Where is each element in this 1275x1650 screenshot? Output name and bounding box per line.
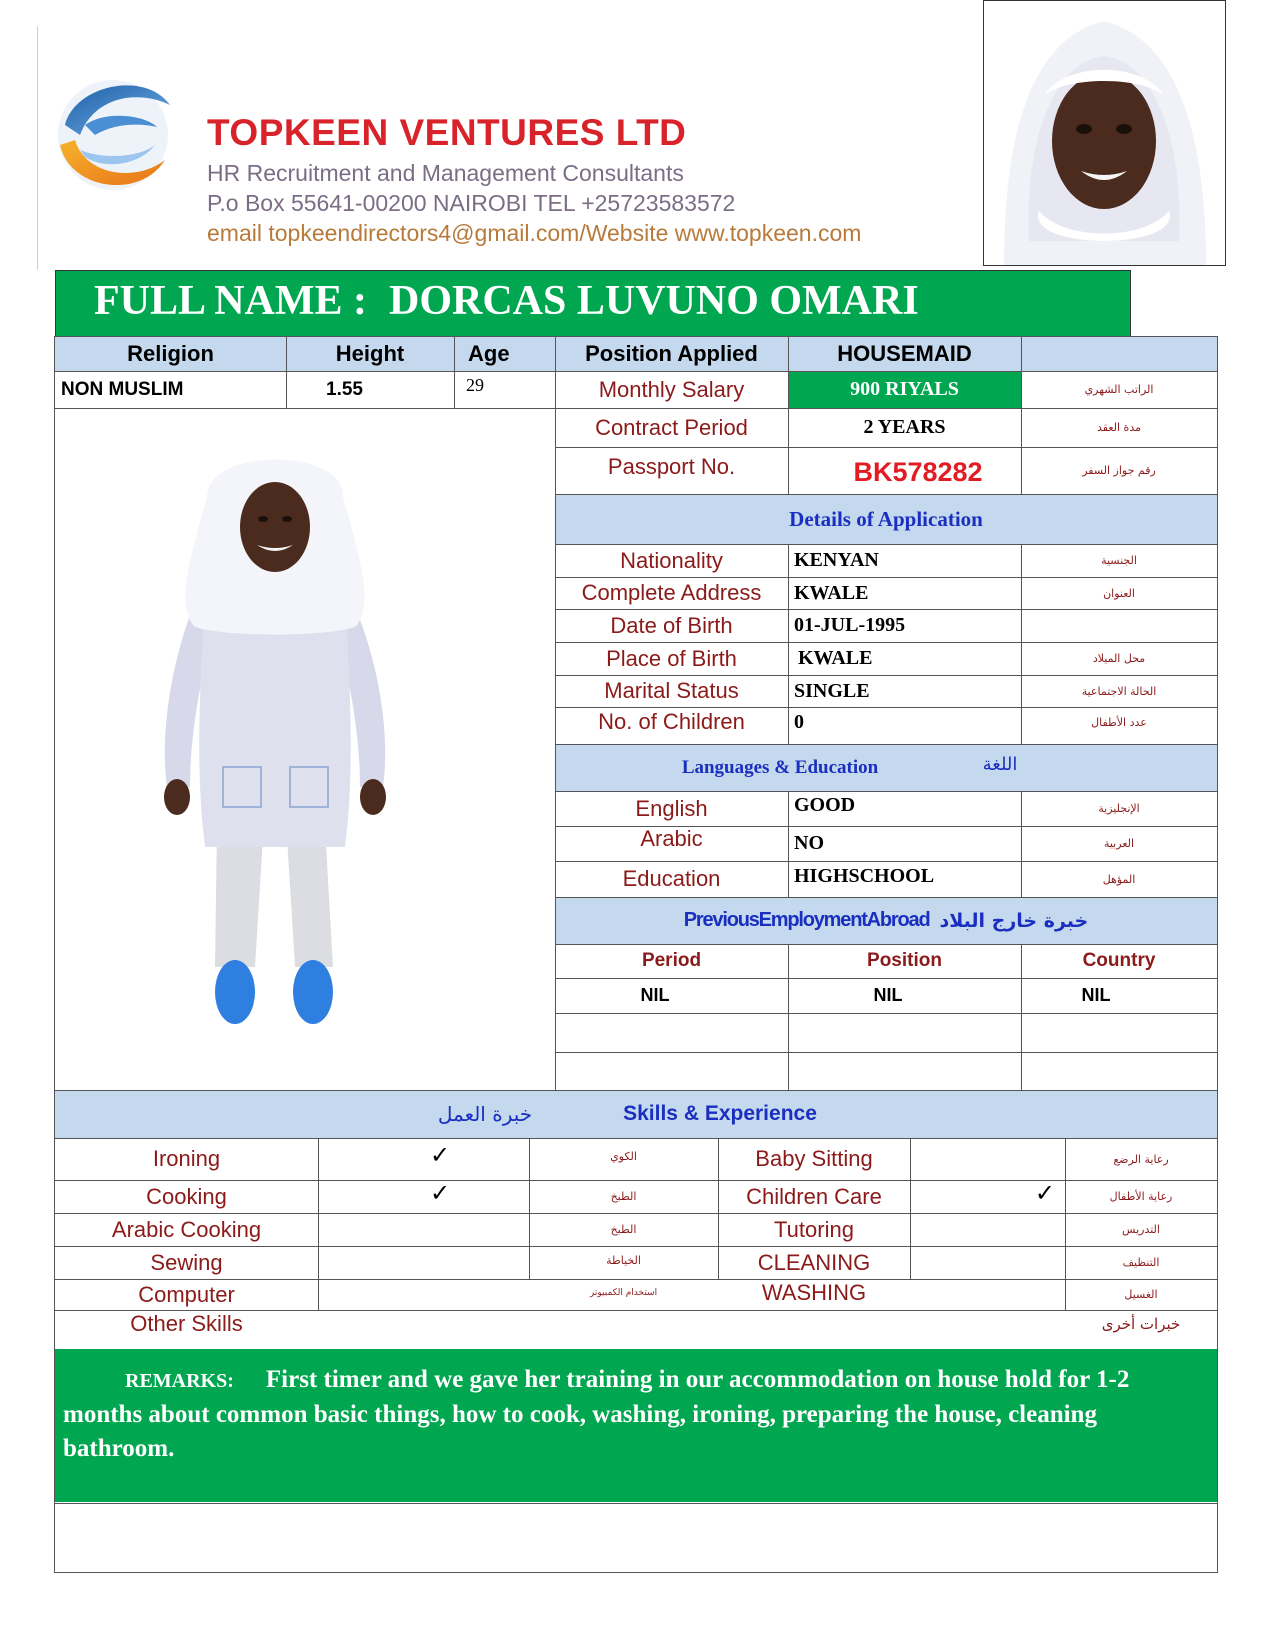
company-name: TOPKEEN VENTURES LTD bbox=[207, 112, 687, 153]
full-name-bar bbox=[55, 270, 1131, 337]
skill-washing-arabic: الغسيل bbox=[1124, 1288, 1158, 1301]
remarks-paragraph bbox=[63, 1363, 1203, 1466]
contract-period-value: 2 YEARS bbox=[863, 416, 946, 438]
nationality-label: Nationality bbox=[620, 547, 723, 573]
religion-value: NON MUSLIM bbox=[61, 378, 184, 400]
skill-ironing-arabic: الكوي bbox=[610, 1149, 637, 1163]
remarks-box bbox=[55, 1349, 1217, 1502]
religion-header: Religion bbox=[127, 341, 214, 366]
contract-period-label: Contract Period bbox=[595, 414, 748, 440]
remarks-text: First timer and we gave her training in our accommodation on house hold for 1-2 months about common basic things, how to cook, washing, ironing, preparing the house, cleaning bathroom. bbox=[63, 1366, 1130, 1462]
skill-cooking-label: Cooking bbox=[146, 1183, 227, 1209]
children-value: 0 bbox=[794, 710, 804, 733]
position-header: Position Applied bbox=[585, 341, 758, 366]
passport-value: BK578282 bbox=[853, 457, 983, 487]
skill-babysitting-check bbox=[910, 1138, 1065, 1180]
other-skills-label: Other Skills bbox=[130, 1311, 243, 1336]
marital-value: SINGLE bbox=[794, 679, 870, 702]
company-logo bbox=[45, 65, 180, 200]
skill-washing-check bbox=[910, 1279, 1065, 1310]
education-label: Education bbox=[622, 866, 721, 891]
details-title: Details of Application bbox=[789, 506, 983, 531]
skill-computer-label: Computer bbox=[138, 1281, 235, 1307]
company-tagline: HR Recruitment and Management Consultants bbox=[207, 160, 684, 186]
pob-arabic: محل الميلاد bbox=[1092, 652, 1146, 665]
languages-title-arabic: اللغة bbox=[982, 753, 1018, 775]
address-label: Complete Address bbox=[581, 580, 762, 605]
passport-arabic: رقم جواز السفر bbox=[1082, 464, 1156, 477]
skill-childrencare-check: ✓ bbox=[1034, 1180, 1055, 1206]
address-arabic: العنوان bbox=[1103, 586, 1135, 600]
marital-label: Marital Status bbox=[604, 678, 739, 703]
height-value: 1.55 bbox=[326, 378, 363, 400]
dob-arabic bbox=[1021, 609, 1217, 642]
employment-period-header: Period bbox=[641, 950, 702, 971]
full-name-label: FULL NAME : bbox=[94, 278, 367, 324]
skill-cleaning-check bbox=[910, 1246, 1065, 1279]
skill-cooking-arabic: الطبخ bbox=[610, 1190, 637, 1203]
salary-value: 900 RIYALS bbox=[850, 378, 959, 400]
education-arabic: المؤهل bbox=[1102, 872, 1136, 886]
contract-period-arabic: مدة العقد bbox=[1097, 421, 1141, 434]
employment-period-value: NIL bbox=[640, 985, 670, 1005]
height-header: Height bbox=[335, 341, 405, 366]
english-label: English bbox=[635, 795, 708, 821]
position-value: HOUSEMAID bbox=[837, 341, 972, 366]
dob-label: Date of Birth bbox=[610, 612, 733, 638]
skill-ironing-label: Ironing bbox=[152, 1146, 221, 1171]
skill-arabiccooking-arabic: الطبخ bbox=[610, 1223, 637, 1236]
salary-arabic: الراتب الشهري bbox=[1084, 383, 1154, 396]
skill-babysitting-arabic: رعاية الرضع bbox=[1113, 1152, 1169, 1166]
skill-cleaning-label: CLEANING bbox=[757, 1249, 871, 1275]
other-skills-arabic: خبرات أخرى bbox=[1101, 1315, 1181, 1333]
address-value: KWALE bbox=[794, 581, 869, 604]
passport-label: Passport No. bbox=[607, 454, 736, 479]
skill-ironing-check: ✓ bbox=[430, 1141, 451, 1169]
skill-computer-check bbox=[318, 1279, 529, 1310]
children-arabic: عدد الأطفال bbox=[1091, 715, 1147, 729]
skill-computer-arabic: استخدام الكمبيوتر bbox=[589, 1288, 658, 1298]
skill-childrencare-arabic: رعاية الأطفال bbox=[1109, 1190, 1173, 1203]
skill-washing-label: WASHING bbox=[761, 1280, 867, 1305]
skill-tutoring-label: Tutoring bbox=[774, 1216, 854, 1242]
company-address: P.o Box 55641-00200 NAIROBI TEL +25723583572 bbox=[207, 190, 736, 216]
full-body-photo bbox=[145, 437, 405, 1027]
english-value: GOOD bbox=[794, 793, 856, 816]
full-name-value: DORCAS LUVUNO OMARI bbox=[389, 278, 919, 324]
languages-title: Languages & Education bbox=[681, 756, 879, 778]
age-header: Age bbox=[468, 341, 510, 366]
nationality-arabic: الجنسية bbox=[1101, 554, 1137, 567]
employment-title-wrap bbox=[555, 897, 1217, 944]
nationality-value: KENYAN bbox=[794, 549, 879, 571]
employment-title-arabic: خبرة خارج البلاد bbox=[939, 909, 1089, 932]
employment-country-header: Country bbox=[1082, 950, 1156, 971]
passport-photo bbox=[983, 0, 1226, 266]
skill-tutoring-arabic: التدريس bbox=[1122, 1223, 1160, 1236]
skill-sewing-label: Sewing bbox=[150, 1249, 223, 1275]
skills-title-arabic: خبرة العمل bbox=[437, 1102, 533, 1126]
skill-childrencare-label: Children Care bbox=[746, 1183, 882, 1209]
skill-cleaning-arabic: التنظيف bbox=[1122, 1256, 1160, 1269]
header-divider bbox=[37, 26, 38, 270]
employment-country-value: NIL bbox=[1081, 985, 1111, 1005]
skill-arabiccooking-check bbox=[318, 1213, 529, 1246]
pob-label: Place of Birth bbox=[606, 645, 737, 671]
skill-sewing-arabic: الخياطة bbox=[606, 1253, 641, 1267]
english-arabic: الإنجليزية bbox=[1098, 802, 1140, 815]
arabic-label: Arabic bbox=[640, 826, 703, 851]
salary-label: Monthly Salary bbox=[598, 376, 745, 402]
employment-position-header: Position bbox=[867, 950, 942, 971]
remarks-label: REMARKS: bbox=[125, 1370, 234, 1392]
skills-title: Skills & Experience bbox=[623, 1102, 817, 1125]
arabic-value: NO bbox=[794, 832, 824, 854]
skill-cooking-check: ✓ bbox=[430, 1180, 451, 1206]
company-email: email topkeendirectors4@gmail.com/Website www.topkeen.com bbox=[207, 220, 862, 246]
employment-title: PreviousEmploymentAbroad bbox=[683, 909, 930, 931]
employment-position-value: NIL bbox=[873, 985, 903, 1005]
age-value: 29 bbox=[466, 374, 484, 395]
arabic-arabic: العربية bbox=[1103, 837, 1135, 850]
skill-tutoring-check bbox=[910, 1213, 1065, 1246]
dob-value: 01-JUL-1995 bbox=[794, 614, 906, 636]
skill-sewing-check bbox=[318, 1246, 529, 1279]
children-label: No. of Children bbox=[598, 709, 745, 734]
education-value: HIGHSCHOOL bbox=[794, 864, 935, 887]
skill-babysitting-label: Baby Sitting bbox=[755, 1146, 873, 1171]
marital-arabic: الحالة الاجتماعية bbox=[1081, 684, 1157, 698]
pob-value: KWALE bbox=[798, 647, 873, 669]
skill-arabiccooking-label: Arabic Cooking bbox=[111, 1216, 262, 1242]
